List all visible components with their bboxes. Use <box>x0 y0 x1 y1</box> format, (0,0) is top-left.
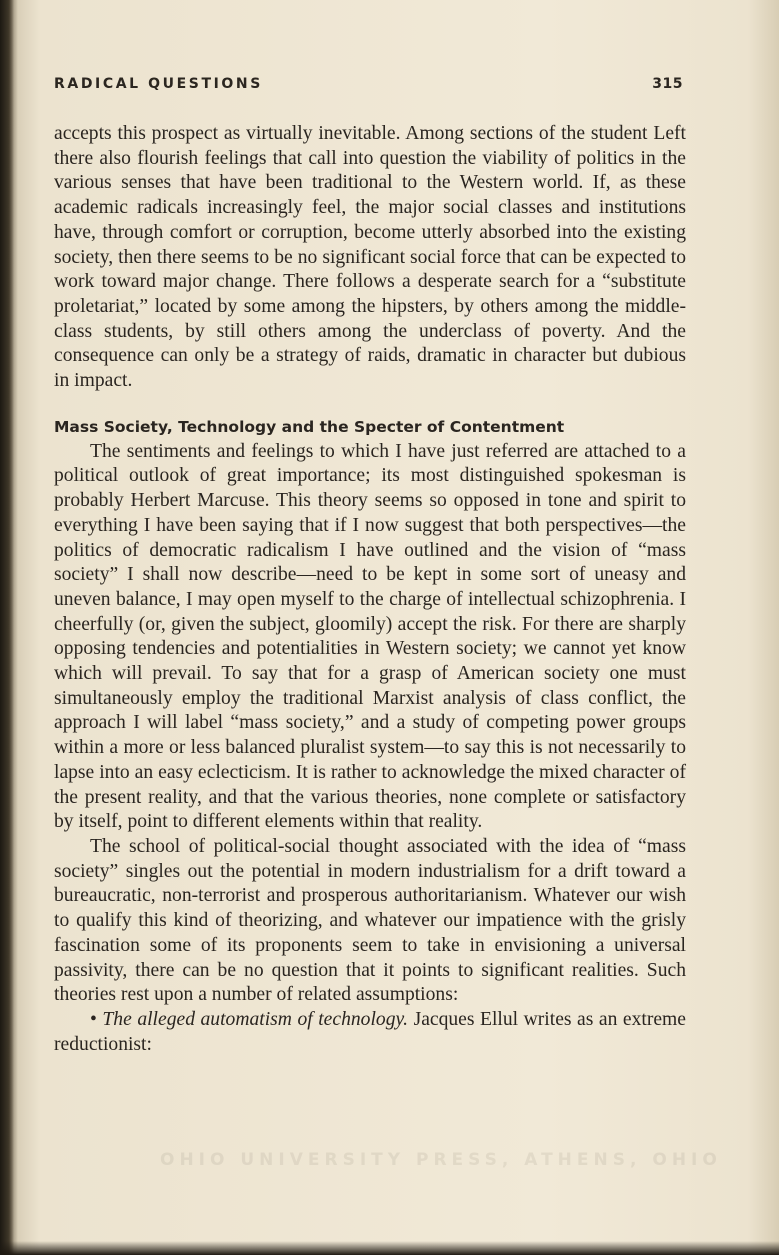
running-head: RADICAL QUESTIONS <box>54 76 263 92</box>
bullet-label: The alleged automatism of technology. <box>102 1008 409 1030</box>
section-heading: Mass Society, Technology and the Specter of Contentment <box>54 417 565 436</box>
paragraph: The school of political-social thought associated with the idea of “mass society” singles out the potential in modern industrialism for a drift toward a bureaucratic, non-terrorist and prosperous authoritarianism. Whatever our wish to qualify this kind of theorizing, and whatever our impatience with the grisly fascination some of its proponents seem to take in envisioning a universal passivity, there can be no question that it points to significant realities. Such theories rest upon a number of related assumptions: <box>54 835 686 1006</box>
paragraph: The sentiments and feelings to which I have just referred are attached to a political outlook of great importance; its most distinguished spokesman is probably Herbert Marcuse. This theory seems so opposed in tone and spirit to everything I have been saying that if I now suggest that both perspectives—the politics of democratic radicalism I have outlined and the vision of “mass society” I shall now describe—need to be kept in some sort of uneasy and uneven balance, I may open myself to the charge of intellectual schizophrenia. I cheerfully (or, given the subject, gloomily) accept the risk. For there are sharply opposing tendencies and potentialities in Western society; we cannot yet know which will prevail. To say that for a grasp of American society one must simultaneously employ the traditional Marxist analysis of class conflict, the approach I will label “mass society,” and a study of competing power groups within a more or less balanced pluralist system—to say this is not necessarily to lapse into an easy eclecticism. It is rather to acknowledge the mixed character of the present reality, and that the various theories, none complete or satisfactory by itself, point to different elements within that reality. <box>54 440 686 833</box>
page-number: 315 <box>652 76 683 92</box>
paragraph-continued: accepts this prospect as virtually inevitable. Among sections of the student Left there also flourish feelings that call into question the viability of politics in the various senses that have been traditional to the Western world. If, as these academic radicals increasingly feel, the major social classes and institutions have, through comfort or corruption, become utterly absorbed into the existing society, then there seems to be no significant social force that can be expected to work toward major change. There follows a desperate search for a “substitute proletariat,” located by some among the hipsters, by others among the middle-class students, by still others among the underclass of poverty. And the consequence can only be a strategy of raids, dramatic in character but dubious in impact. <box>54 123 686 392</box>
page-body <box>54 122 686 1057</box>
bullet-item <box>54 1008 686 1057</box>
bullet-text: Jacques Ellul writes as an extreme reductionist: <box>54 1008 686 1055</box>
bleed-through-imprint: OHIO UNIVERSITY PRESS, ATHENS, OHIO <box>160 1150 722 1170</box>
bottom-edge-shadow <box>0 1241 779 1255</box>
page-header <box>54 76 683 98</box>
bullet-marker: • <box>90 1008 97 1030</box>
book-spine-shadow <box>0 0 14 1255</box>
